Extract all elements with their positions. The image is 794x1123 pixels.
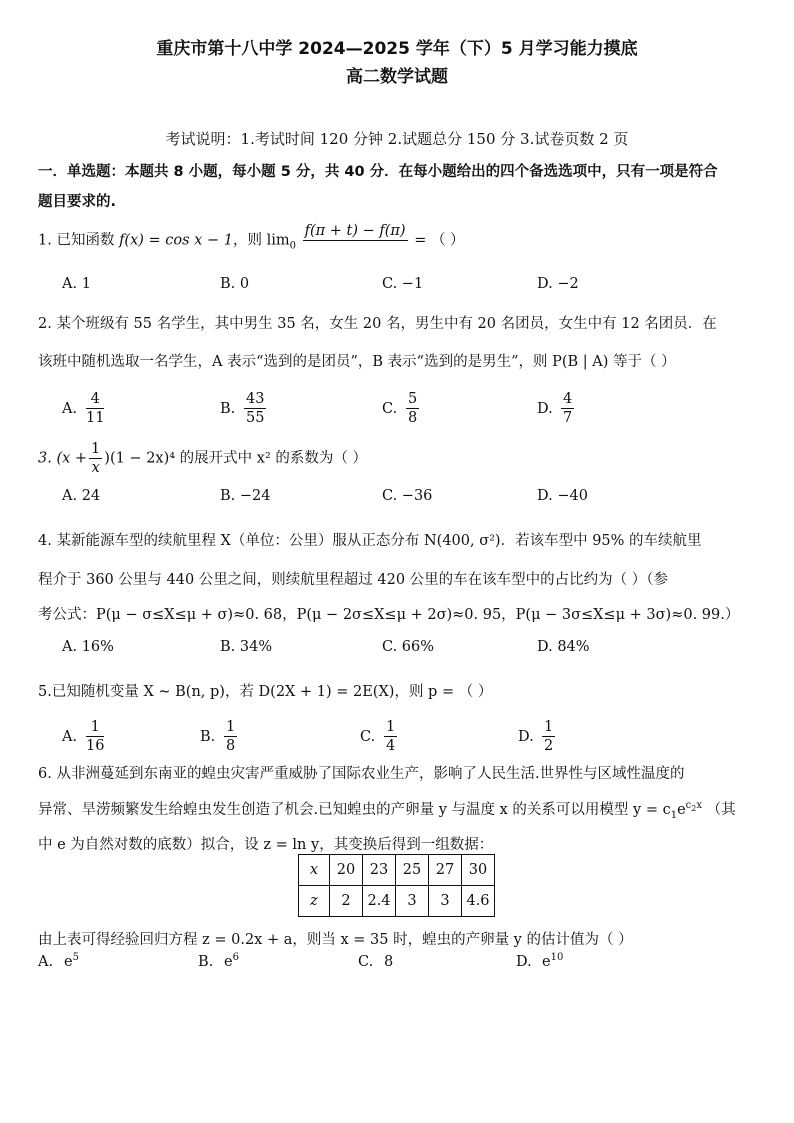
- question-4-line3: 考公式：P(μ − σ≤X≤μ + σ)≈0. 68，P(μ − 2σ≤X≤μ + 2σ)≈0. 95，P(μ − 3σ≤X≤μ + 3σ)≈0. 99.）: [38, 607, 740, 623]
- q6-line2-pre: 异常、旱涝频繁发生给蝗虫发生创造了机会.已知蝗虫的产卵量 y 与温度 x 的关系可以用模型 y = c: [38, 802, 671, 818]
- q3-frac-num: 1: [91, 441, 101, 457]
- question-6-line1: 6. 从非洲蔓延到东南亚的蝗虫灾害严重威胁了国际农业生产，影响了人民生活.世界性与区域性温度的: [38, 766, 685, 782]
- q1-limit-denominator: [303, 241, 408, 259]
- q2-option-d: [537, 390, 576, 427]
- table-cell: 2.4: [363, 886, 396, 917]
- q6-b-base: e: [224, 953, 233, 970]
- table-cell: 30: [462, 855, 495, 886]
- q3-frac-den: x: [91, 460, 100, 476]
- q6-option-d-label: D.: [516, 953, 532, 970]
- q4-option-c: C. 66%: [382, 639, 435, 655]
- section-heading: 一．单选题：本题共 8 小题，每小题 5 分，共 40 分．在每小题给出的四个备选选项中，只有一项是符合: [38, 164, 718, 180]
- q3-option-a: A. 24: [62, 488, 101, 504]
- question-3: [38, 440, 367, 477]
- question-2-line2: 该班中随机选取一名学生，A 表示“选到的是团员”，B 表示“选到的是男生”，则 P(B | A) 等于（ ）: [38, 354, 676, 370]
- table-cell: 20: [330, 855, 363, 886]
- q1-lim-sub: 0: [289, 240, 296, 252]
- q1-option-b: B. 0: [220, 276, 250, 292]
- q6-option-b-label: B.: [198, 953, 214, 970]
- q5-option-c: [360, 718, 399, 755]
- table-cell: 3: [396, 886, 429, 917]
- q6-data-table: [298, 854, 495, 917]
- question-6-line2: 异常、旱涝频繁发生给蝗虫发生创造了机会.已知蝗虫的产卵量 y 与温度 x 的关系可以用模型 $y = c_1e^{c_2x}$ （其: [38, 800, 736, 821]
- q6-c-base: 8: [384, 953, 394, 970]
- q5-option-c-label: C.: [360, 728, 376, 745]
- exam-title: 重庆市第十八中学 2024—2025 学年（下）5 月学习能力摸底: [156, 39, 638, 59]
- question-2-line1: 2. 某个班级有 55 名学生，其中男生 35 名，女生 20 名，男生中有 20 名团员，女生中有 12 名团员．在: [38, 316, 717, 332]
- q2-option-b-label: B.: [220, 400, 236, 417]
- table-cell: 25: [396, 855, 429, 886]
- table-row-x: [299, 855, 495, 886]
- q4-option-d: D. 84%: [537, 639, 590, 655]
- q5-option-d: [518, 718, 557, 755]
- q5-option-a-label: A.: [62, 728, 78, 745]
- q2-c-num: 5: [408, 391, 418, 407]
- q3-option-b: B. −24: [220, 488, 271, 504]
- question-1: [38, 222, 465, 259]
- q3-pre: 3. (x +: [38, 450, 88, 467]
- q5-c-den: 4: [386, 738, 396, 754]
- q6-d-exp: 10: [550, 952, 564, 963]
- table-row-z: [299, 886, 495, 917]
- question-6-line3: 中 e 为自然对数的底数）拟合，设 z = ln y，其变换后得到一组数据：: [38, 837, 494, 853]
- exam-subtitle: 高二数学试题: [346, 67, 448, 87]
- q5-d-num: 1: [544, 719, 554, 735]
- q5-b-den: 8: [226, 738, 236, 754]
- question-4-line2: 程介于 360 公里与 440 公里之间，则续航里程超过 420 公里的车在该车型中的占比约为（ ）（参: [38, 572, 669, 588]
- q1-limit-numerator: f(π + t) − f(π): [304, 223, 406, 239]
- q2-d-num: 4: [563, 391, 573, 407]
- q2-option-c-label: C.: [382, 400, 398, 417]
- q6-b-exp: 6: [232, 952, 239, 963]
- exam-info: 考试说明：1.考试时间 120 分钟 2.试题总分 150 分 3.试卷页数 2 页: [165, 130, 629, 148]
- q2-b-den: 55: [246, 410, 265, 426]
- q5-a-num: 1: [86, 718, 104, 737]
- q6-a-exp: 5: [72, 952, 79, 963]
- table-cell: 2: [330, 886, 363, 917]
- q2-option-c: [382, 390, 421, 427]
- q2-option-a-label: A.: [62, 400, 78, 417]
- q1-option-d: D. −2: [537, 276, 579, 292]
- q6-d-base: e: [542, 953, 551, 970]
- q2-a-num: 4: [86, 390, 104, 409]
- question-5: 5.已知随机变量 X ~ B(n, p)，若 D(2X + 1) = 2E(X)，则 p = （ ）: [38, 684, 493, 700]
- q1-option-c: C. −1: [382, 276, 424, 292]
- q5-c-num: 1: [386, 719, 396, 735]
- q5-b-num: 1: [226, 719, 236, 735]
- question-6-line4: 由上表可得经验回归方程 z = 0.2x + a，则当 x = 35 时，蝗虫的产卵量 y 的估计值为（ ）: [38, 932, 633, 948]
- q5-option-b: [200, 718, 239, 755]
- q5-option-a: [62, 718, 106, 755]
- q6-option-c: [358, 952, 393, 970]
- q1-pre: 1. 已知函数: [38, 232, 120, 249]
- q2-d-den: 7: [563, 410, 573, 426]
- q1-option-a: A. 1: [62, 276, 91, 292]
- table-cell: 27: [429, 855, 462, 886]
- q6-a-base: e: [64, 953, 73, 970]
- q4-option-b: B. 34%: [220, 639, 273, 655]
- q6-option-a-label: A.: [38, 953, 54, 970]
- table-cell: 3: [429, 886, 462, 917]
- q1-limit-fraction: [303, 222, 408, 259]
- q2-option-a: [62, 390, 106, 427]
- q3-post: )(1 − 2x)⁴ 的展开式中 x² 的系数为（ ）: [104, 450, 367, 467]
- q2-a-den: 11: [86, 410, 105, 426]
- q6-option-a: [38, 952, 79, 970]
- q6-option-b: [198, 952, 239, 970]
- q1-func: f(x) = cos x − 1: [119, 232, 233, 249]
- q6-line2-post: （其: [706, 802, 736, 818]
- question-4-line1: 4. 某新能源车型的续航里程 X（单位：公里）服从正态分布 N(400, σ²)．若该车型中 95% 的车续航里: [38, 533, 702, 549]
- q2-c-den: 8: [408, 410, 418, 426]
- q2-option-b: [220, 390, 268, 427]
- q2-b-num: 43: [246, 391, 265, 407]
- q5-a-den: 16: [86, 738, 105, 754]
- q5-option-b-label: B.: [200, 728, 216, 745]
- q3-option-d: D. −40: [537, 488, 588, 504]
- q5-option-d-label: D.: [518, 728, 534, 745]
- q5-d-den: 2: [544, 738, 554, 754]
- table-cell: 4.6: [462, 886, 495, 917]
- table-cell: 23: [363, 855, 396, 886]
- table-header-z: z: [299, 886, 330, 917]
- q6-option-d: [516, 952, 563, 970]
- q1-post: = （ ）: [414, 232, 465, 249]
- q6-option-c-label: C.: [358, 953, 374, 970]
- q2-option-d-label: D.: [537, 400, 553, 417]
- section-heading-cont: 题目要求的.: [38, 194, 117, 210]
- q3-option-c: C. −36: [382, 488, 433, 504]
- q1-mid: ，则 lim: [232, 232, 290, 249]
- q4-option-a: A. 16%: [62, 639, 114, 655]
- table-header-x: x: [299, 855, 330, 886]
